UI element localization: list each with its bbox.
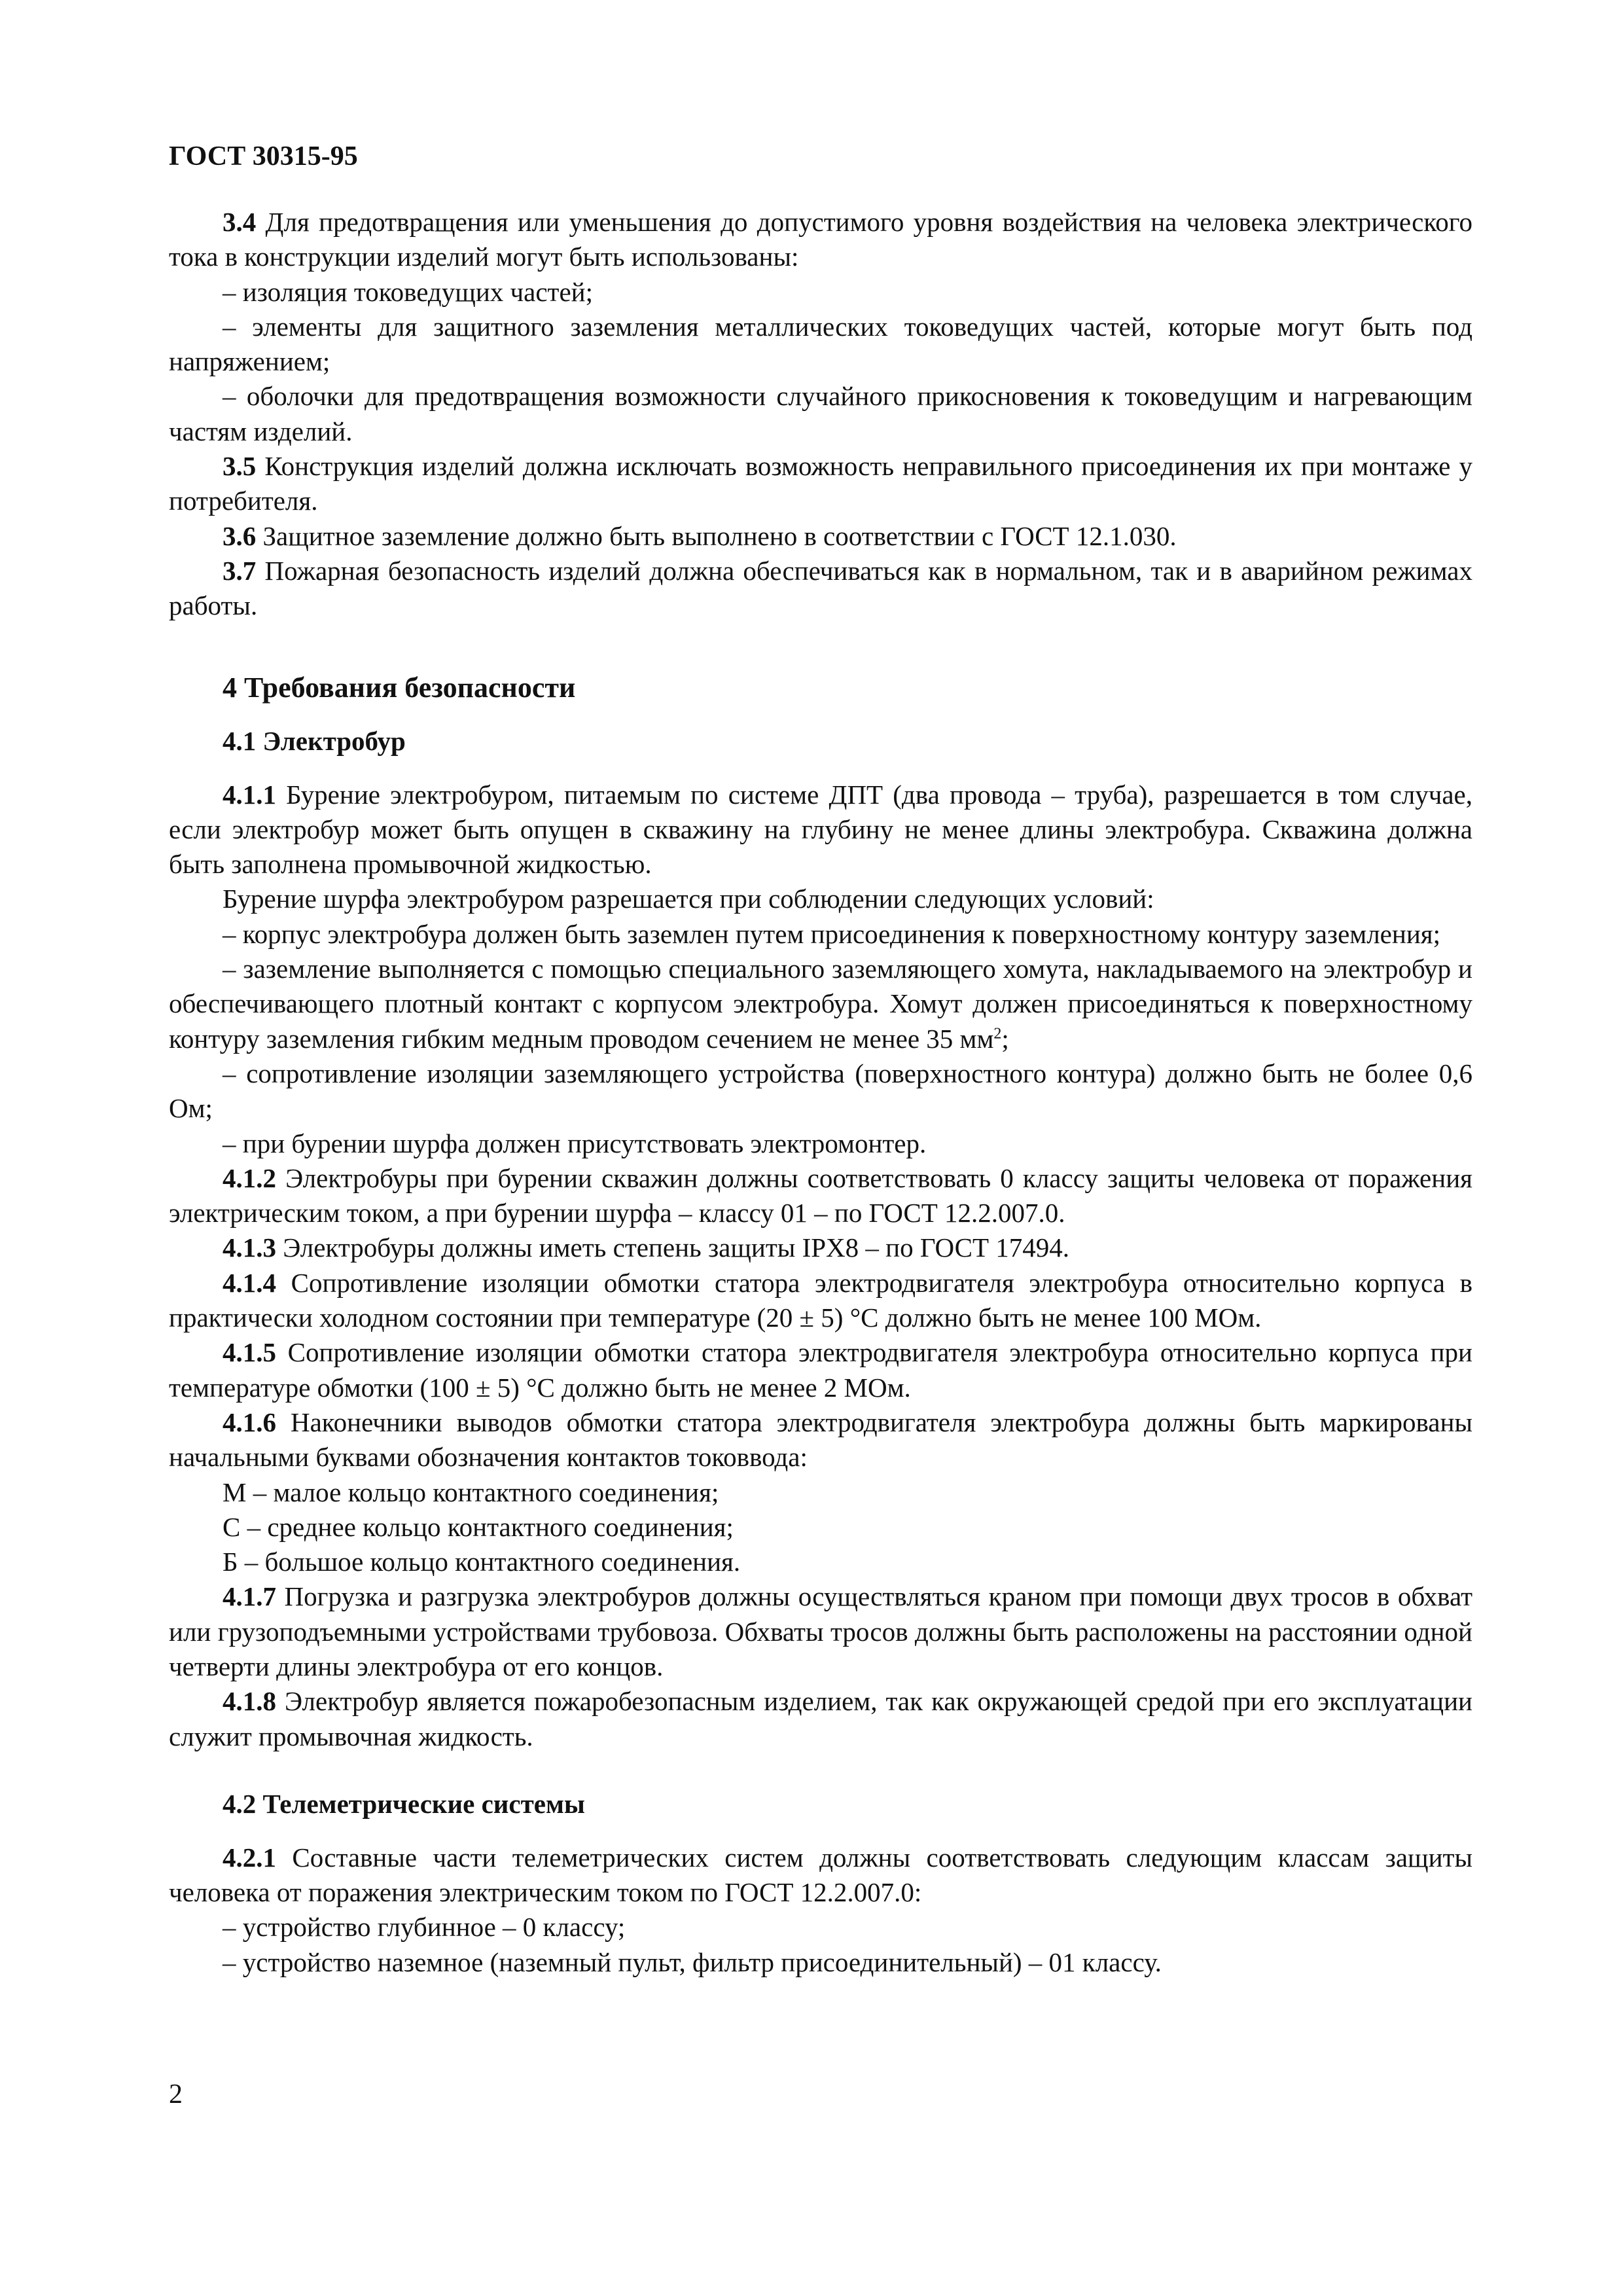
clause-text: Защитное заземление должно быть выполнено в соответствии с ГОСТ 12.1.030. bbox=[256, 520, 1177, 551]
clause-3-5 bbox=[169, 449, 1472, 519]
list-item: – изоляция токоведущих частей; bbox=[223, 276, 593, 307]
subsection-heading-4-1: 4.1 Электробур bbox=[223, 725, 406, 756]
list-item-text: – заземление выполняется с помощью специального заземляющего хомута, накладываемого на электробур и обеспечивающего плотный контакт с корпусом электробура. Хомут должен присоединяться к поверхностному контуру заземления гибким медным проводом сечением не менее 35 мм bbox=[169, 954, 1472, 1054]
clause-number: 4.1.6 bbox=[223, 1407, 276, 1437]
clause-number: 4.2.1 bbox=[223, 1842, 276, 1873]
clause-text: Электробуры должны иметь степень защиты IPX8 – по ГОСТ 17494. bbox=[276, 1232, 1070, 1263]
clause-number: 4.1.8 bbox=[223, 1686, 276, 1717]
clause-number: 3.7 bbox=[223, 555, 257, 586]
document-page bbox=[169, 141, 1472, 1980]
list-item: С – среднее кольцо контактного соединения; bbox=[223, 1511, 734, 1542]
clause-text: Пожарная безопасность изделий должна обеспечиваться как в нормальном, так и в аварийном режимах работы. bbox=[169, 555, 1472, 621]
clause-text: Сопротивление изоляции обмотки статора электродвигателя электробура относительно корпуса при температуре обмотки (100 ± 5) °С должно быть не менее 2 МОм. bbox=[169, 1337, 1472, 1403]
clause-3-6 bbox=[169, 519, 1472, 554]
clause-4-1-5 bbox=[169, 1335, 1472, 1405]
clause-text: Электробуры при бурении скважин должны соответствовать 0 классу защиты человека от поражения электрическим током, а при бурении шурфа – классу 01 – по ГОСТ 12.2.007.0. bbox=[169, 1162, 1472, 1229]
clause-4-1-3 bbox=[169, 1230, 1472, 1265]
clause-text: Погрузка и разгрузка электробуров должны осуществляться краном при помощи двух тросов в обхват или грузоподъемными устройствами трубовоза. Обхваты тросов должны быть расположены на расстоянии одной четверти длины электробура от его концов. bbox=[169, 1581, 1472, 1681]
document-header: ГОСТ 30315-95 bbox=[169, 141, 358, 171]
clause-number: 3.4 bbox=[223, 207, 257, 237]
clause-4-1-4 bbox=[169, 1266, 1472, 1336]
clause-number: 4.1.4 bbox=[223, 1267, 276, 1298]
list-item: – устройство наземное (наземный пульт, фильтр присоединительный) – 01 классу. bbox=[223, 1946, 1162, 1977]
list-item: – оболочки для предотвращения возможности случайного прикосновения к токоведущим и нагревающим частям изделий. bbox=[169, 381, 1472, 446]
clause-number: 4.1.3 bbox=[223, 1232, 276, 1263]
clause-4-1-7 bbox=[169, 1579, 1472, 1684]
clause-text: Бурение электробуром, питаемым по системе ДПТ (два провода – труба), разрешается в том случае, если электробур может быть опущен в скважину на глубину не менее длины электробура. Скважина должна быть заполнена промывочной жидкостью. bbox=[169, 779, 1472, 880]
clause-4-1-8 bbox=[169, 1684, 1472, 1754]
clause-text: Составные части телеметрических систем должны соответствовать следующим классам защиты человека от поражения электрическим током по ГОСТ 12.2.007.0: bbox=[169, 1842, 1472, 1908]
list-item: – корпус электробура должен быть заземлен путем присоединения к поверхностному контуру заземления; bbox=[223, 918, 1441, 949]
clause-number: 4.1.7 bbox=[223, 1581, 276, 1612]
list-item bbox=[169, 952, 1472, 1056]
list-item: М – малое кольцо контактного соединения; bbox=[223, 1477, 719, 1507]
clause-text: Для предотвращения или уменьшения до допустимого уровня воздействия на человека электрического тока в конструкции изделий могут быть использованы: bbox=[169, 207, 1472, 272]
clause-number: 4.1.5 bbox=[223, 1337, 276, 1368]
list-item: Б – большое кольцо контактного соединения. bbox=[223, 1547, 741, 1577]
paragraph: Бурение шурфа электробуром разрешается при соблюдении следующих условий: bbox=[223, 884, 1154, 914]
clause-number: 3.5 bbox=[223, 451, 257, 482]
superscript: 2 bbox=[993, 1024, 1002, 1042]
clause-text: Наконечники выводов обмотки статора электродвигателя электробура должны быть маркированы начальными буквами обозначения контактов токоввода: bbox=[169, 1407, 1472, 1473]
list-item: – устройство глубинное – 0 классу; bbox=[223, 1912, 626, 1943]
section-heading-4: 4 Требования безопасности bbox=[223, 671, 576, 704]
list-item-end: ; bbox=[1001, 1023, 1009, 1054]
list-item: – сопротивление изоляции заземляющего устройства (поверхностного контура) должно быть не более 0,6 Ом; bbox=[169, 1058, 1472, 1124]
clause-3-4 bbox=[169, 205, 1472, 275]
list-item: – элементы для защитного заземления металлических токоведущих частей, которые могут быть под напряжением; bbox=[169, 311, 1472, 377]
clause-4-2-1 bbox=[169, 1840, 1472, 1910]
subsection-heading-4-2: 4.2 Телеметрические системы bbox=[223, 1788, 585, 1819]
clause-text: Конструкция изделий должна исключать возможность неправильного присоединения их при монтаже у потребителя. bbox=[169, 451, 1472, 516]
clause-4-1-6 bbox=[169, 1405, 1472, 1475]
clause-number: 3.6 bbox=[223, 520, 257, 551]
clause-number: 4.1.1 bbox=[223, 779, 276, 810]
clause-text: Электробур является пожаробезопасным изделием, так как окружающей средой при его эксплуатации служит промывочная жидкость. bbox=[169, 1686, 1472, 1751]
clause-4-1-1 bbox=[169, 778, 1472, 882]
clause-number: 4.1.2 bbox=[223, 1162, 276, 1193]
list-item: – при бурении шурфа должен присутствовать электромонтер. bbox=[223, 1128, 927, 1158]
clause-4-1-2 bbox=[169, 1161, 1472, 1231]
clause-3-7 bbox=[169, 554, 1472, 624]
page-number: 2 bbox=[169, 2079, 183, 2109]
clause-text: Сопротивление изоляции обмотки статора электродвигателя электробура относительно корпуса в практически холодном состоянии при температуре (20 ± 5) °С должно быть не менее 100 МОм. bbox=[169, 1267, 1472, 1333]
